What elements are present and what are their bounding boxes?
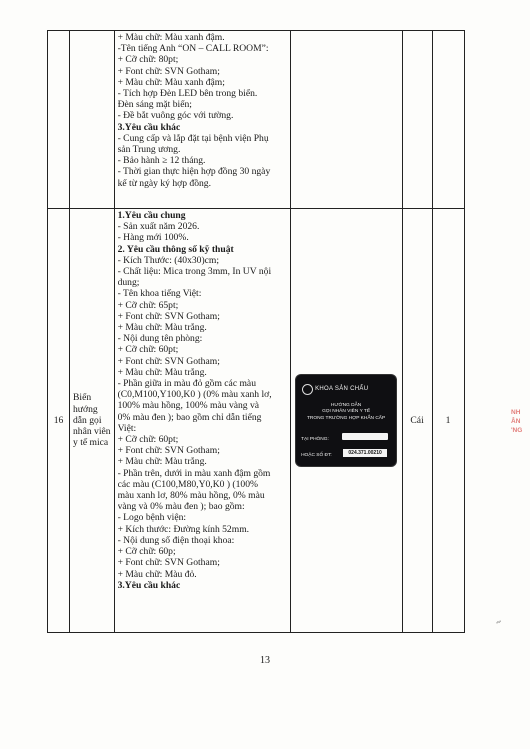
section-heading: 1.Yêu cầu chung: [117, 210, 186, 221]
sign-guide-line: GỌI NHÂN VIÊN Y TẾ: [322, 409, 371, 415]
spec-line: -Tên tiếng Anh “ON – CALL ROOM”:: [117, 43, 269, 55]
spec-line: - Nội dung tên phòng:: [117, 333, 203, 345]
spec-line: (C0,M100,Y100,K0 ) (0% màu xanh lơ,: [117, 389, 272, 401]
spec-line: + Màu chữ: Màu xanh đậm.: [117, 32, 225, 43]
spec-line: - Sản xuất năm 2026.: [117, 221, 200, 233]
item-name-line: hướng: [73, 403, 98, 415]
image-cell: [290, 31, 402, 209]
spec-line: vàng và 0% màu đen ); bao gồm:: [117, 501, 245, 513]
stt-cell: [48, 31, 70, 209]
spec-line: Việt:: [117, 422, 137, 434]
spec-line: - Tích hợp Đèn LED bên trong biển.: [117, 88, 258, 100]
spec-line: - Tên khoa tiếng Việt:: [117, 288, 202, 300]
stt-cell: 16: [48, 209, 70, 633]
section-heading: 3.Yêu cầu khác: [117, 121, 181, 133]
table-row-previous-item: [48, 31, 465, 209]
spec-line: Đèn sáng mặt biển;: [117, 99, 192, 111]
spec-line: + Màu chữ: Màu đỏ.: [117, 568, 197, 580]
spec-line: + Font chữ: SVN Gotham;: [117, 355, 220, 367]
spec-line: + Cỡ chữ: 60pt;: [117, 434, 179, 446]
spec-line: màu xanh lơ, 80% màu hồng, 0% màu: [117, 490, 265, 502]
hospital-logo-icon: [302, 384, 313, 395]
specification-table: [47, 30, 465, 633]
sign-guide-line: TRONG TRƯỜNG HỢP KHẨN CẤP: [306, 415, 386, 421]
stamp-line: ÂN: [511, 418, 521, 425]
spec-line: - Hàng mới 100%.: [117, 232, 189, 244]
spec-cell: [114, 31, 290, 209]
item-name-line: Biển: [73, 392, 92, 404]
sign-guide-line: HƯỚNG DẪN: [330, 403, 362, 408]
stamp-line: NH: [511, 409, 521, 416]
sign-hotline-number: 024.371.00210: [343, 449, 387, 457]
spec-line: + Font chữ: SVN Gotham;: [117, 557, 220, 569]
spec-line: kể từ ngày ký hợp đồng.: [117, 177, 211, 189]
spec-line: + Font chữ: SVN Gotham;: [117, 445, 220, 457]
red-stamp-fragment: [511, 408, 530, 488]
spec-line: - Phần trên, dưới in màu xanh đậm gồm: [117, 467, 271, 479]
name-cell: [70, 31, 115, 209]
call-staff-sign-image: [296, 375, 396, 466]
sign-department: KHOA SẢN CHẨU: [315, 386, 369, 392]
spec-line: + Cỡ chữ: 60pt;: [117, 344, 179, 356]
spec-line: - Phần giữa in màu đỏ gồm các màu: [117, 378, 256, 390]
spec-line: + Màu chữ: Màu trắng.: [117, 322, 207, 334]
spec-line: + Kích thước: Đường kính 52mm.: [117, 523, 250, 535]
spec-line: - Cung cấp và lắp đặt tại bệnh viện Phụ: [117, 132, 269, 144]
unit-cell: [402, 31, 432, 209]
spec-line: - Kích Thước: (40x30)cm;: [117, 254, 220, 266]
qty-cell: [432, 31, 464, 209]
stamp-line: 'NG: [511, 427, 523, 434]
item-name-line: nhân viên: [73, 426, 111, 438]
sign-room-label: TẠI PHÒNG:: [301, 437, 329, 442]
spec-line: - Bảo hành ≥ 12 tháng.: [117, 155, 206, 167]
item-name-line: dẫn gọi: [73, 414, 102, 426]
spec-line: - Đề bắt vuông góc với tường.: [117, 110, 234, 122]
image-cell: [290, 209, 402, 633]
spec-line: + Cỡ chữ: 60p;: [117, 546, 176, 558]
table-row-item-16: [48, 209, 465, 633]
unit-cell: Cái: [402, 209, 432, 633]
spec-line: + Cỡ chữ: 65pt;: [117, 299, 179, 311]
section-heading: 2. Yêu cầu thông số kỹ thuật: [117, 243, 234, 255]
spec-line: + Màu chữ: Màu trắng.: [117, 456, 207, 468]
spec-line: + Font chữ: SVN Gotham;: [117, 65, 220, 77]
spec-line: + Màu chữ: Màu trắng.: [117, 366, 207, 378]
section-heading: 3.Yêu cầu khác: [117, 579, 181, 591]
spec-line: - Nội dung số điện thoại khoa:: [117, 534, 235, 546]
spec-cell: [114, 209, 290, 633]
spec-line: sản Trung ương.: [117, 144, 181, 156]
sign-guide-text: [296, 403, 396, 422]
spec-line: + Cỡ chữ: 80pt;: [117, 54, 179, 66]
spec-line: + Màu chữ: Màu xanh đậm;: [117, 76, 225, 88]
sign-room-box: [342, 433, 388, 440]
handwritten-initial: ~: [494, 616, 503, 628]
spec-line: dung;: [117, 277, 140, 289]
spec-line: 100% màu hồng, 100% màu vàng và: [117, 400, 260, 412]
sign-hotline-label: HOẶC SỐ ĐT:: [301, 453, 332, 458]
qty-cell: 1: [432, 209, 464, 633]
spec-line: - Thời gian thực hiện hợp đồng 30 ngày: [117, 166, 271, 178]
spec-line: - Logo bệnh viện:: [117, 512, 187, 524]
spec-line: các màu (C100,M80,Y0,K0 ) (100%: [117, 478, 258, 490]
spec-line: - Chất liệu: Mica trong 3mm, In UV nội: [117, 266, 272, 278]
name-cell: [70, 209, 115, 633]
spec-line: + Font chữ: SVN Gotham;: [117, 310, 220, 322]
item-name-line: y tế mica: [73, 437, 109, 449]
page-number: 13: [260, 655, 270, 666]
spec-line: 0% màu đen ); bao gồm chỉ dẫn tiếng: [117, 411, 262, 423]
